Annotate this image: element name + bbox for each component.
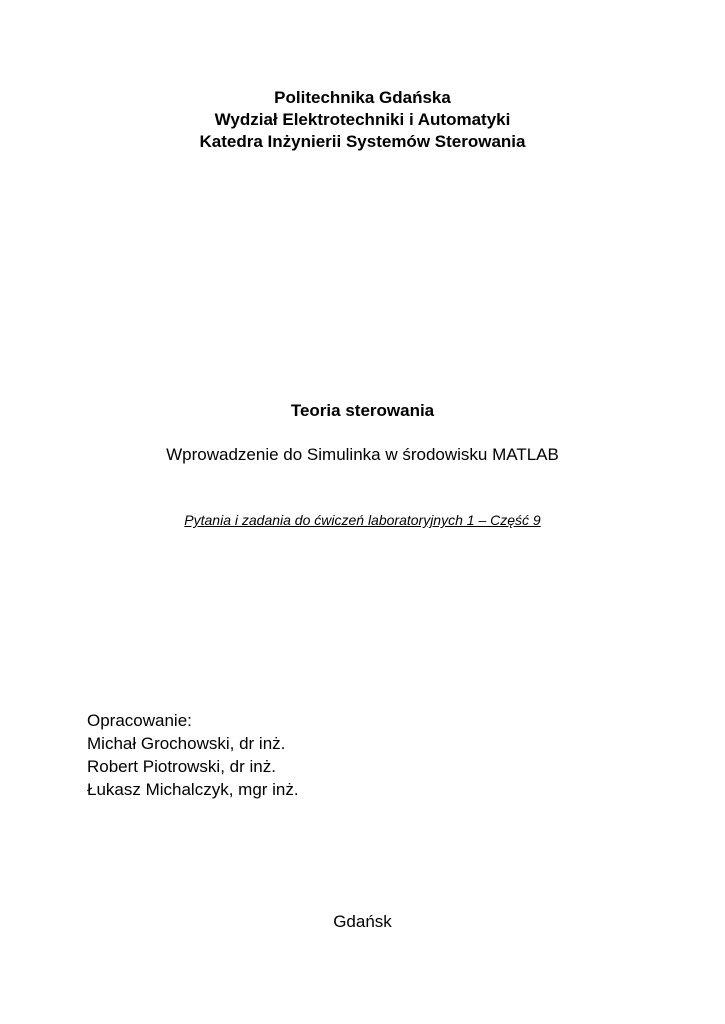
- author-name: Michał Grochowski, dr inż.: [87, 734, 286, 753]
- authors-label: Opracowanie:: [87, 711, 192, 730]
- authors-block: [87, 709, 299, 801]
- author-name: Łukasz Michalczyk, mgr inż.: [87, 780, 299, 799]
- city-name: Gdańsk: [333, 912, 392, 931]
- document-subtitle: Wprowadzenie do Simulinka w środowisku MATLAB: [166, 445, 559, 464]
- title-header: [0, 87, 725, 153]
- series-note: Pytania i zadania do ćwiczeń laboratoryjnych 1 – Część 9: [184, 512, 541, 528]
- department-name: Katedra Inżynierii Systemów Sterowania: [199, 132, 526, 151]
- faculty-name: Wydział Elektrotechniki i Automatyki: [214, 110, 511, 129]
- university-name: Politechnika Gdańska: [274, 88, 451, 107]
- author-name: Robert Piotrowski, dr inż.: [87, 757, 276, 776]
- course-title: Teoria sterowania: [290, 401, 435, 420]
